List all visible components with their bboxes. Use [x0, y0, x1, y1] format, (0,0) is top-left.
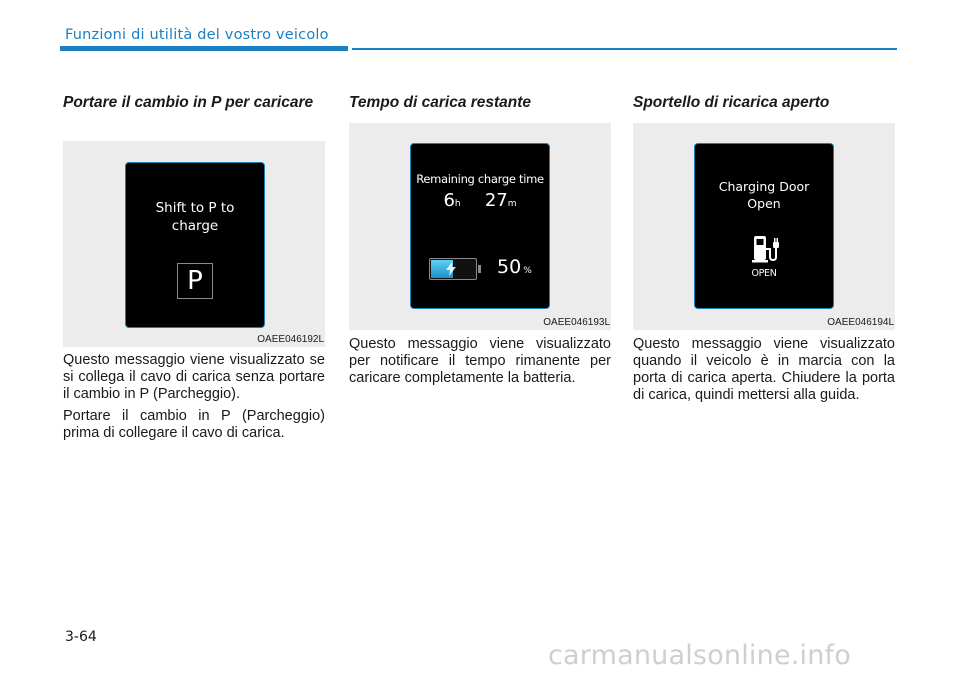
battery-terminal — [478, 265, 481, 273]
display-message-line2: Open — [747, 196, 781, 211]
paragraph: Questo messaggio viene visualizzato quando il veicolo è in marcia con la porta di carica aperta. Chiudere la porta di carica, quindi mettersi alla guida. — [633, 336, 895, 403]
header-rule-thin — [352, 48, 897, 50]
figure-remaining-charge — [349, 123, 611, 330]
figure-code: OAEE046193L — [543, 317, 610, 328]
door-status-label: OPEN — [751, 268, 777, 279]
charge-time-readout — [411, 190, 549, 211]
figure-shift-to-p — [63, 141, 325, 347]
hours-value: 6 — [443, 190, 455, 211]
paragraph: Questo messaggio viene visualizzato per notificare il tempo rimanente per caricare completamente la batteria. — [349, 336, 611, 386]
section-title: Tempo di carica restante — [349, 94, 532, 111]
minutes-unit: m — [507, 199, 517, 209]
watermark: carmanualsonline.info — [548, 640, 851, 671]
display-heading: Remaining charge time — [416, 172, 544, 186]
page-number: 3-64 — [65, 629, 97, 645]
figure-charging-door — [633, 123, 895, 330]
page-header-title: Funzioni di utilità del vostro veicolo — [65, 27, 329, 43]
section-title: Portare il cambio in P per caricare — [63, 94, 314, 111]
charging-station-icon — [751, 232, 783, 264]
hours-unit: h — [454, 199, 461, 209]
display-message-line1: Charging Door — [718, 179, 810, 194]
cluster-display — [125, 162, 265, 328]
header-rule-thick — [60, 46, 348, 51]
percent-value: 50 — [497, 256, 522, 278]
display-message-line2: charge — [171, 218, 219, 234]
cluster-display — [410, 143, 550, 309]
cluster-display — [694, 143, 834, 309]
section-title: Sportello di ricarica aperto — [633, 94, 830, 111]
battery-icon — [429, 258, 477, 280]
figure-code: OAEE046194L — [827, 317, 894, 328]
gear-letter: P — [187, 266, 203, 296]
battery-percent — [497, 256, 532, 278]
percent-unit: % — [523, 266, 532, 276]
display-message-line1: Shift to P to — [155, 200, 235, 216]
lightning-icon — [446, 262, 456, 276]
paragraph: Questo messaggio viene visualizzato se si collega il cavo di carica senza portare il cambio in P (Parcheggio). — [63, 352, 325, 402]
paragraph: Portare il cambio in P (Parcheggio) prima di collegare il cavo di carica. — [63, 408, 325, 441]
minutes-value: 27 — [484, 190, 508, 211]
figure-code: OAEE046192L — [257, 334, 324, 345]
gear-p-indicator — [177, 263, 213, 299]
